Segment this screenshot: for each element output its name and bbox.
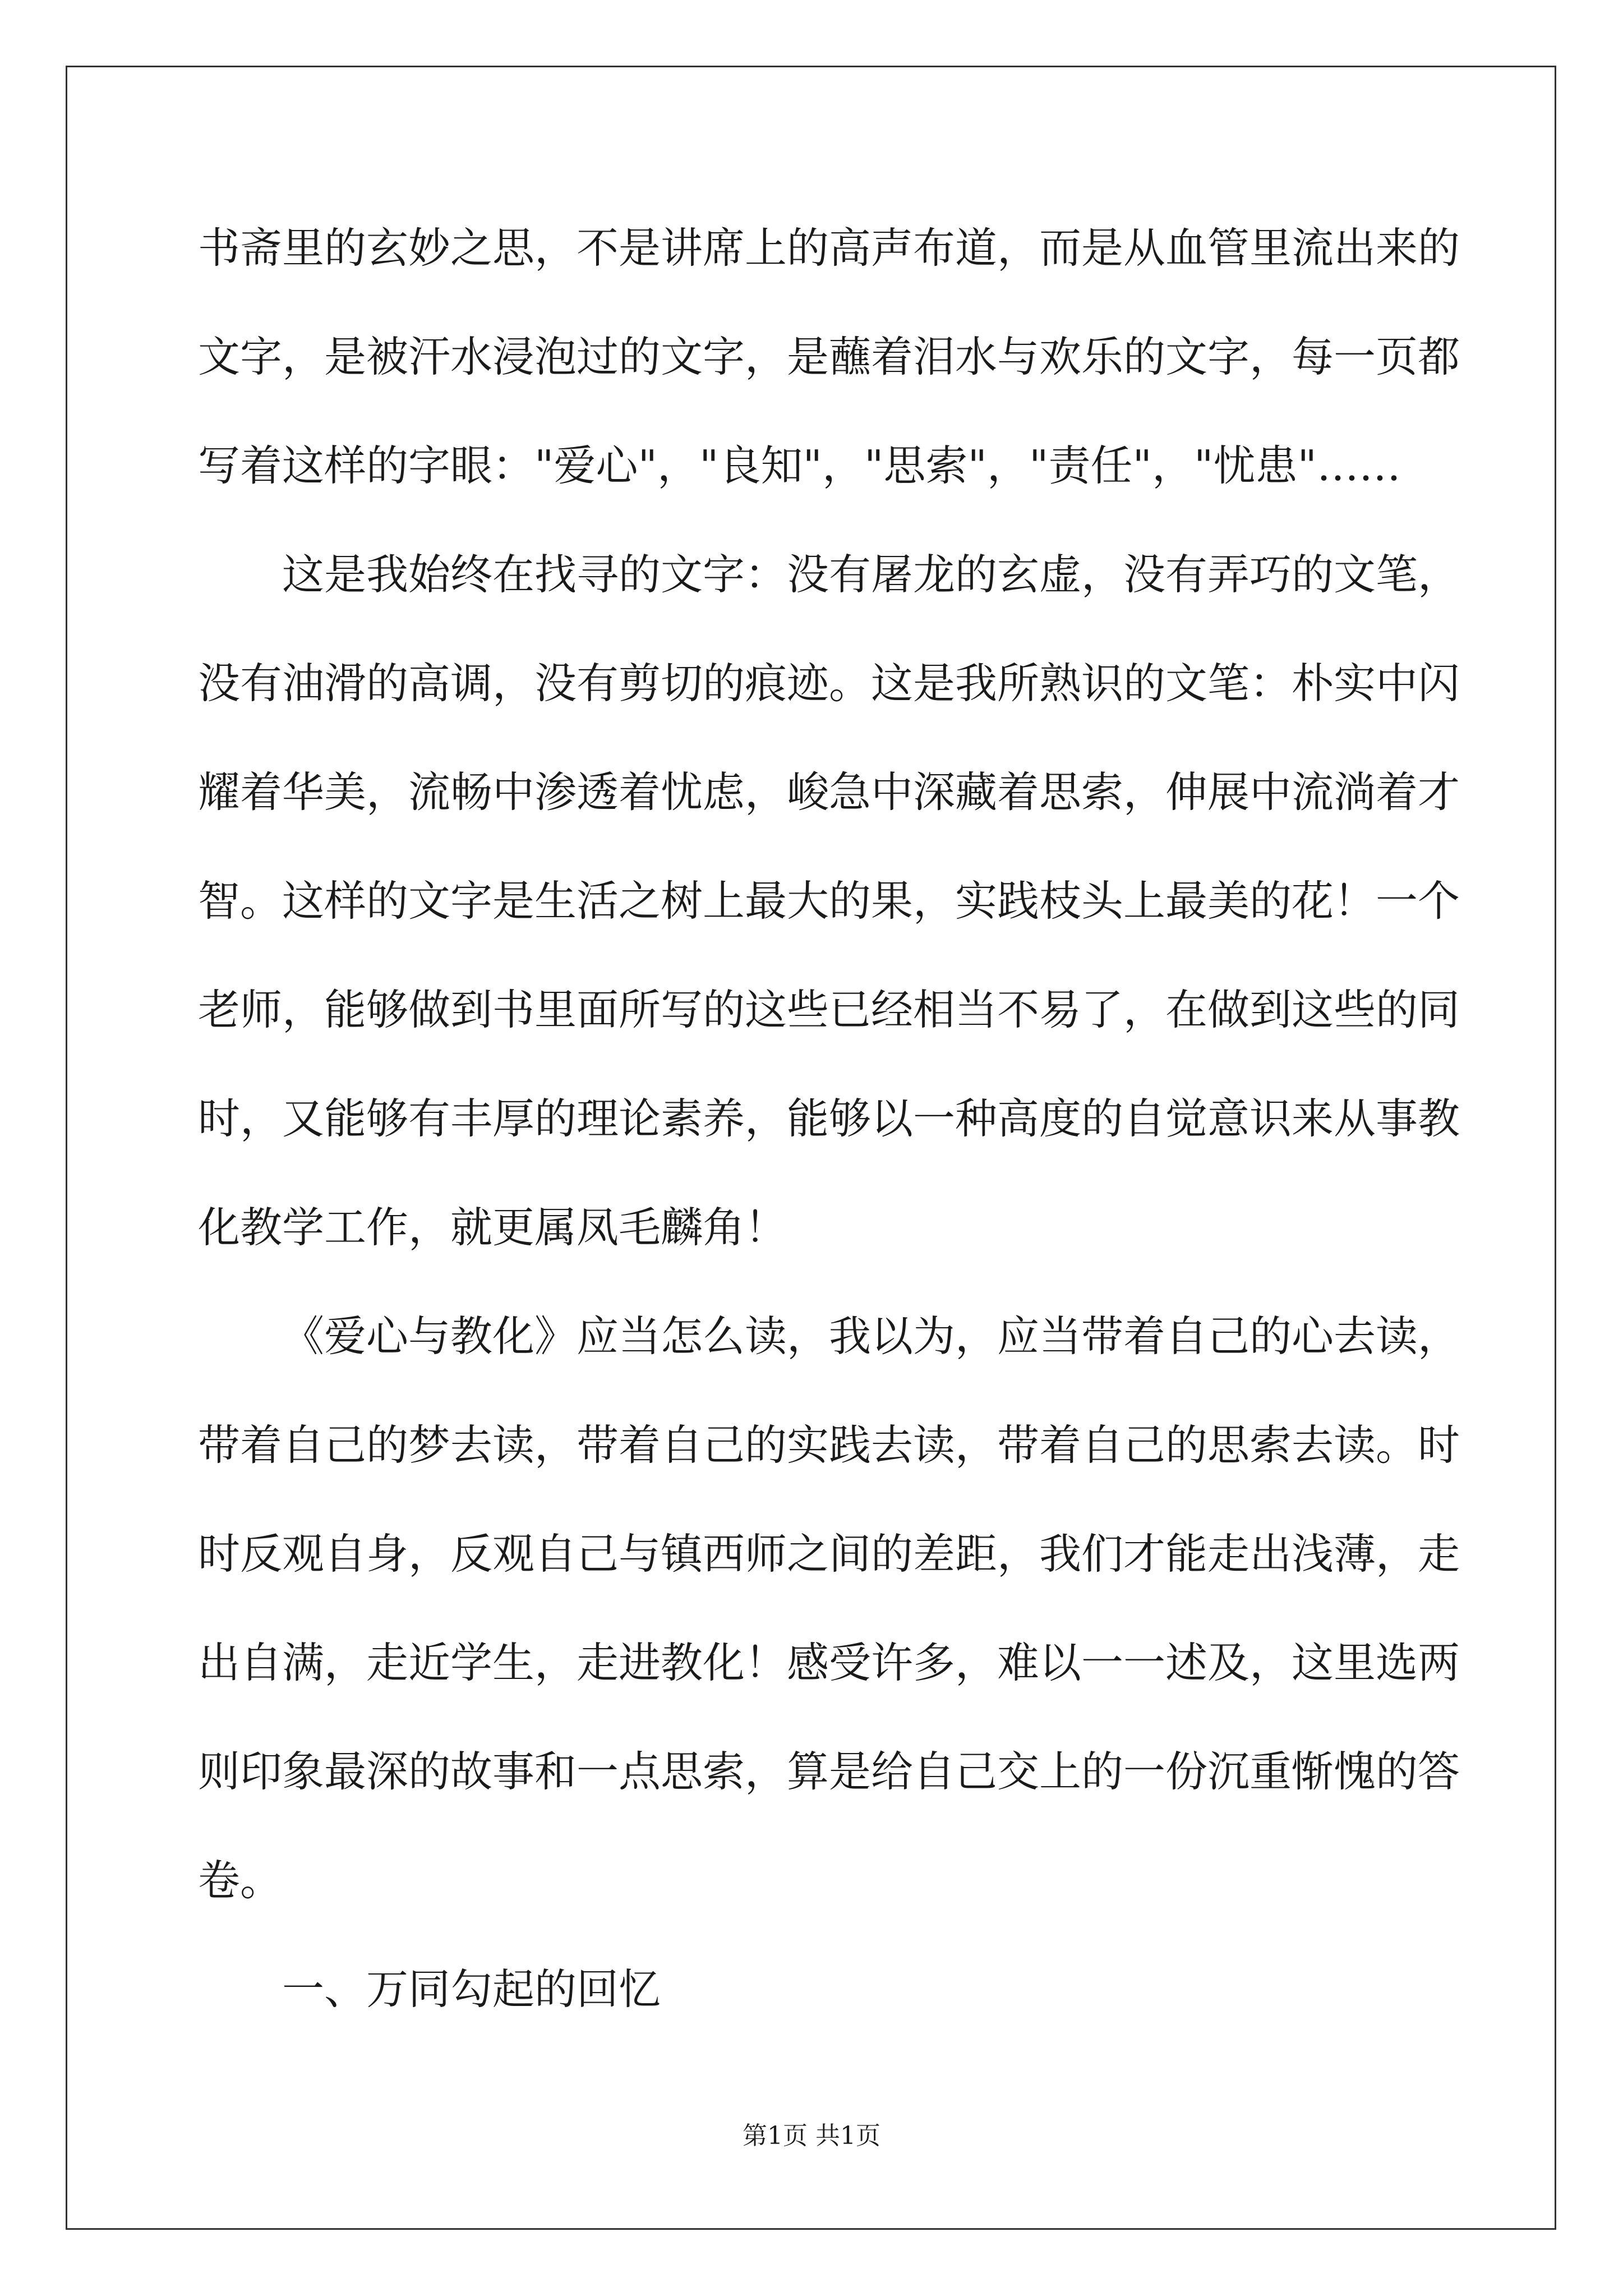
text-line: 智。这样的文字是生活之树上最大的果，实践枝头上最美的花！一个 xyxy=(198,876,1460,926)
text-line: 出自满，走近学生，走进教化！感受许多，难以一一述及，这里选两 xyxy=(198,1638,1460,1687)
page-border xyxy=(66,66,1556,2230)
paragraph-first-line: 这是我始终在找寻的文字：没有屠龙的玄虚，没有弄巧的文笔， xyxy=(282,550,1460,599)
page-footer: 第1页 共1页 xyxy=(743,2122,880,2150)
text-line: 卷。 xyxy=(198,1856,283,1905)
section-heading: 一、万同勾起的回忆 xyxy=(282,1964,661,2014)
text-line: 时反观自身，反观自己与镇西师之间的差距，我们才能走出浅薄，走 xyxy=(198,1529,1460,1579)
text-line: 书斋里的玄妙之思，不是讲席上的高声布道，而是从血管里流出来的 xyxy=(198,223,1460,273)
text-line: 没有油滑的高调，没有剪切的痕迹。这是我所熟识的文笔：朴实中闪 xyxy=(198,659,1460,708)
text-line: 则印象最深的故事和一点思索，算是给自己交上的一份沉重惭愧的答 xyxy=(198,1747,1460,1796)
text-line: 耀着华美，流畅中渗透着忧虑，峻急中深藏着思索，伸展中流淌着才 xyxy=(198,767,1460,817)
text-line: 文字，是被汗水浸泡过的文字，是蘸着泪水与欢乐的文字，每一页都 xyxy=(198,332,1460,381)
text-line: 时，又能够有丰厚的理论素养，能够以一种高度的自觉意识来从事教 xyxy=(198,1094,1460,1143)
text-line: 老师，能够做到书里面所写的这些已经相当不易了，在做到这些的同 xyxy=(198,985,1460,1034)
paragraph-first-line: 《爱心与教化》应当怎么读，我以为，应当带着自己的心去读， xyxy=(282,1312,1460,1361)
text-line: 带着自己的梦去读，带着自己的实践去读，带着自己的思索去读。时 xyxy=(198,1420,1460,1470)
text-line: 写着这样的字眼："爱心"，"良知"，"思索"，"责任"，"忧患"…… xyxy=(198,441,1401,490)
text-line: 化教学工作，就更属凤毛麟角！ xyxy=(198,1203,787,1252)
